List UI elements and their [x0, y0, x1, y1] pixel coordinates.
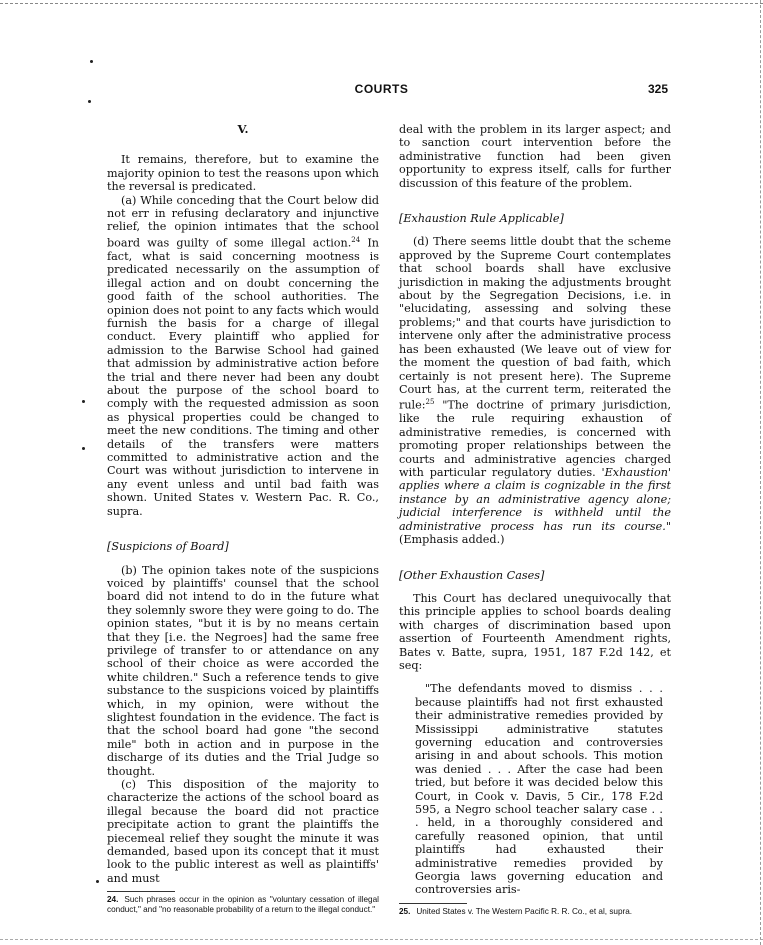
paragraph-a [107, 194, 379, 518]
footnote-25 [399, 907, 671, 917]
scan-speck [82, 400, 85, 403]
footnote-text: United States v. The Western Pacific R. R. Co., et al, supra. [416, 906, 633, 916]
block-quote: "The defendants moved to dismiss . . . because plaintiffs had not first exhausted their administrative remedies provided by Mississippi administrative statutes governing education and controversies arising in and about schools. This motion was denied . . . After the case had been tried, but before it was decided below this Court, in Cook v. Davis, 5 Cir., 178 F.2d 595, a Negro school teacher salary case . . . held, in a thoroughly considered and carefully reasoned opinion, that until plaintiffs had exhausted their administrative remedies provided by Georgia laws governing education and controversies aris- [415, 682, 663, 897]
heading-exhaustion-rule: [Exhaustion Rule Applicable] [399, 212, 564, 226]
heading-other-exhaustion-cases: [Other Exhaustion Cases] [399, 568, 545, 582]
right-column [399, 123, 671, 917]
paragraph-intro: It remains, therefore, but to examine the majority opinion to test the reasons upon which the reversal is predicated. [107, 153, 379, 194]
footnote-ref-25[interactable]: 25 [425, 398, 435, 407]
paragraph-e: This Court has declared unequivocally that this principle applies to school boards dealing with charges of discrimination based upon assertion of Fourteenth Amendment rights, Bates v. Batte, supra, 1951, 187 F.2d 142, et seq: [399, 591, 671, 672]
footnote-24 [107, 895, 379, 915]
footnote-rule [399, 903, 467, 904]
paragraph-b: (b) The opinion takes note of the suspicions voiced by plaintiffs' counsel that the school board did not intend to do in the future what they solemnly swore they were going to do. The opinion states, "but it is by no means certain that they [i.e. the Negroes] had the same free privilege of transfer to or attendance on any school of their choice as were accorded the white children." Such a reference tends to give substance to the suspicions voiced by plaintiffs which, in my opinion, were without the slightest foundation in the evidence. The fact is that the school board had gone "the second mile" both in action and in purpose in the discharge of its duties and the Trial Judge so thought. [107, 563, 379, 778]
paragraph-a-text-cont: In fact, what is said concerning mootness is predicated necessarily on the assumption of illegal action and on doubt concerning the good faith of the school authorities. The opinion does not point to any facts which would furnish the basis for a charge of illegal conduct. Every plaintiff who applied for admission to the Barwise School had gained that admission by administrative action before the trial and there never had been any doubt about the purpose of the school board to comply with the requested admission as soon as physical properties could be changed to meet the new conditions. The timing and other details of the transfers were matters committed to administrative action and the Court was without jurisdiction to intervene in any event unless and until bad faith was shown. United States v. Western Pac. R. Co., supra. [107, 236, 379, 518]
footnote-number: 25. [399, 906, 411, 916]
footnote-ref-24[interactable]: 24 [351, 235, 361, 244]
footnote-number: 24. [107, 895, 119, 905]
footnote-rule [107, 891, 175, 892]
scan-speck [82, 447, 85, 450]
paragraph-c: (c) This disposition of the majority to characterize the actions of the school board as illegal because the board did not practice precipitate action to grant the plaintiffs the piecemeal relief they sought the minute it was demanded, based upon its concept that it must look to the public interest as well as plaintiffs' and must [107, 778, 379, 885]
right-border [760, 0, 761, 945]
paragraph-d-emphasis: 'Exhaustion' applies where a claim is cognizable in the first instance by an administrative agency alone; judicial interference is withheld until the administrative process has run its course. [399, 466, 671, 533]
top-border [0, 3, 763, 4]
section-numeral: V. [237, 122, 249, 136]
paragraph-d-quote: "The doctrine of primary jurisdiction, like the rule requiring exhaustion of administrative remedies, is concerned with promoting proper relationships between the courts and administrative agencies charged with particular regulatory duties. [399, 399, 671, 480]
scan-speck [88, 100, 91, 103]
bottom-border [0, 939, 763, 940]
paragraph-d-close: " (Emphasis added.) [399, 519, 671, 547]
paragraph-a-text: (a) While conceding that the Court below did not err in refusing declaratory and injunctive relief, the opinion intimates that the school board was guilty of some illegal action. [107, 193, 379, 250]
scan-speck [96, 880, 99, 883]
paragraph-continued: deal with the problem in its larger aspect; and to sanction court intervention before the administrative function had been given opportunity to express itself, calls for further discussion of this feature of the problem. [399, 123, 671, 190]
running-head: COURTS [354, 82, 409, 96]
footnote-text: Such phrases occur in the opinion as "voluntary cessation of illegal conduct," and "no reasonable probability of a return to the illegal conduct." [107, 895, 379, 915]
left-column [107, 123, 379, 915]
page-number: 325 [648, 82, 669, 96]
paragraph-d-text: (d) There seems little doubt that the scheme approved by the Supreme Court contemplates that school boards shall have exclusive jurisdiction in making the adjustments brought about by the Segregation Decisions, i.e. in "elucidating, assessing and solving these problems;" and that courts have jurisdiction to intervene only after the administrative process has been exhausted (We leave out of view for the moment the question of bad faith, which certainly is not present here). The Supreme Court has, at the current term, reiterated the rule: [399, 235, 671, 413]
paragraph-d [399, 235, 671, 546]
scan-speck [90, 60, 93, 63]
heading-suspicions: [Suspicions of Board] [107, 540, 229, 554]
